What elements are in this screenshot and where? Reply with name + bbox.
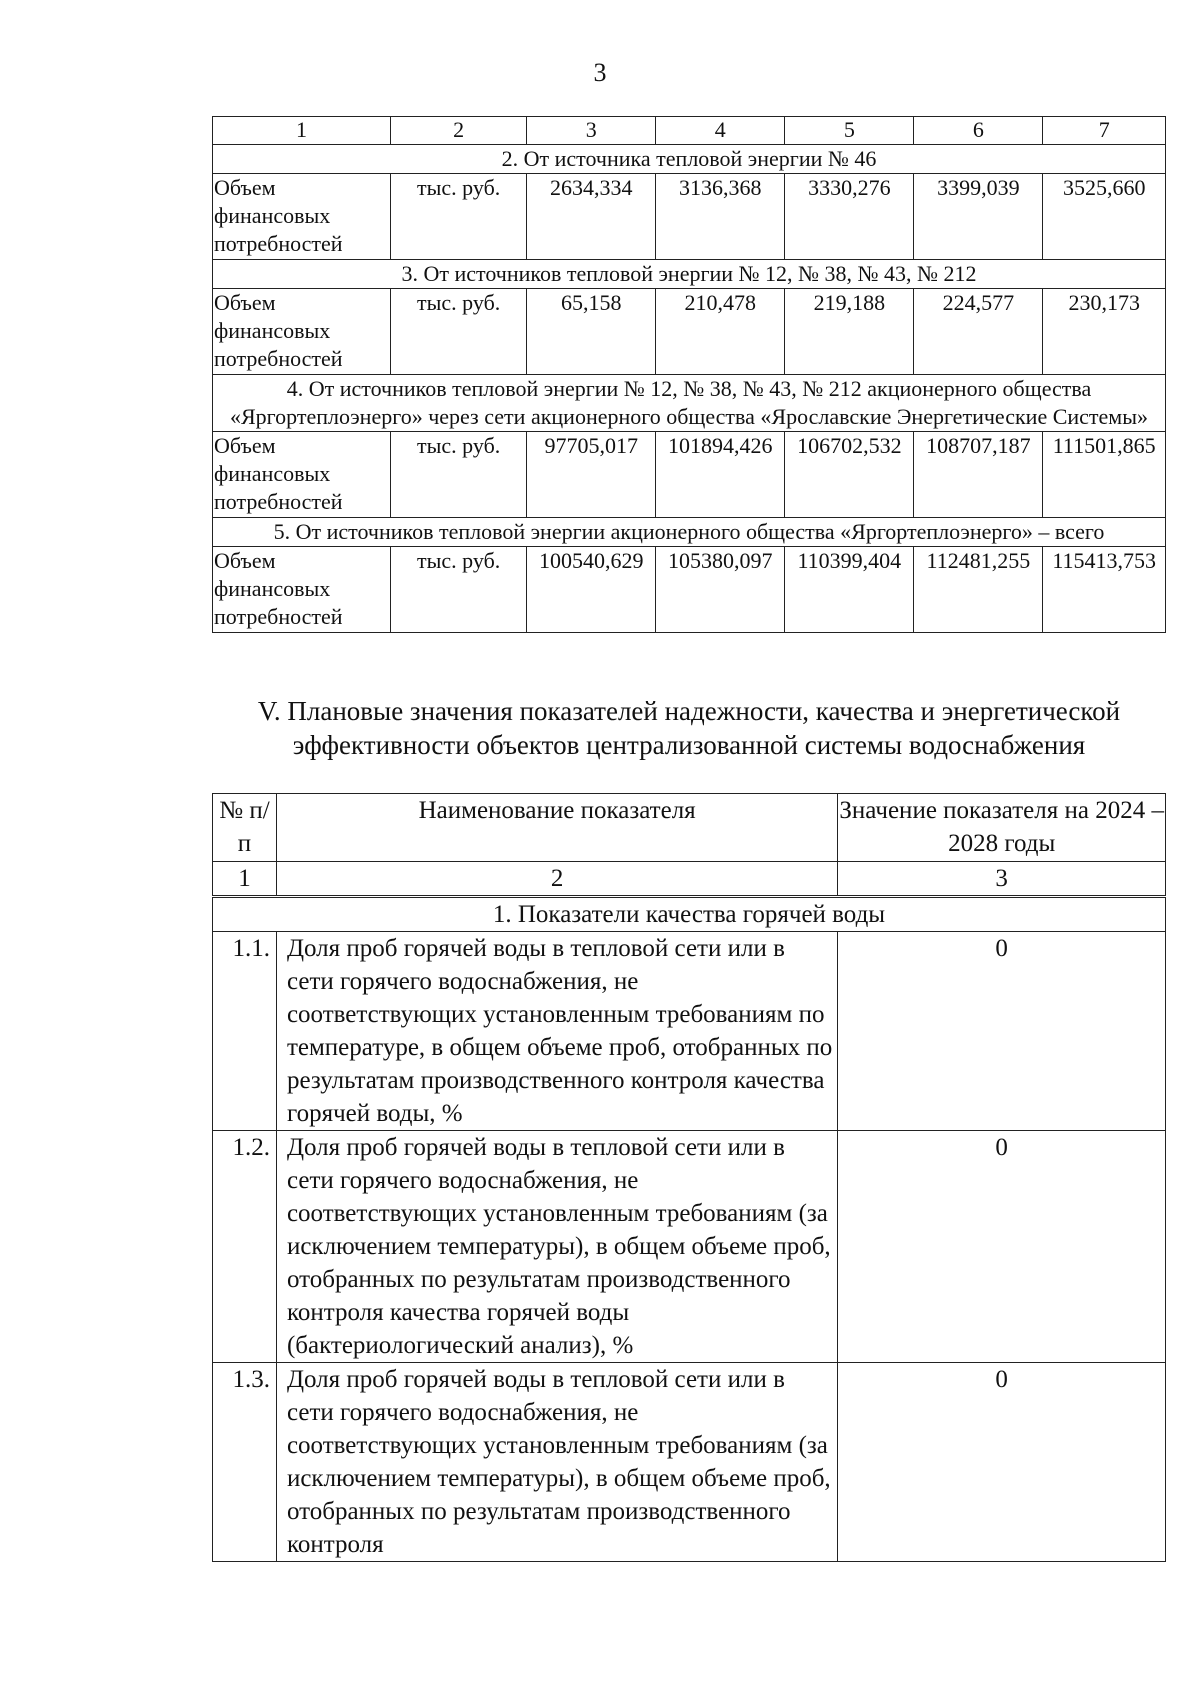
row-value: 219,188 [785,289,914,375]
row-number: 1.2. [213,1131,277,1363]
row-value: 230,173 [1043,289,1166,375]
row-unit: тыс. руб. [391,174,527,260]
table-header-row [213,117,1166,145]
group-title: 1. Показатели качества горячей воды [213,897,1166,932]
row-value: 97705,017 [527,432,656,518]
row-label: Объем финансовых потребностей [213,432,391,518]
section-title-row [213,145,1166,174]
column-header: Наименование показателя [276,794,837,862]
indicator-name: Доля проб горячей воды в тепловой сети или в сети горячего водоснабжения, не соответствующих установленным требованиям (за исключением температуры), в общем объеме проб, отобранных по результатам производственного контроля качества горячей воды (бактериологический анализ), % [276,1131,837,1363]
table-row [213,174,1166,260]
group-title-row [213,897,1166,932]
row-value: 3136,368 [656,174,785,260]
column-number: 2 [276,862,837,897]
table-row [213,289,1166,375]
column-header: Значение показателя на 2024 – 2028 годы [838,794,1166,862]
column-number: 5 [785,117,914,145]
row-label: Объем финансовых потребностей [213,289,391,375]
column-number: 1 [213,862,277,897]
indicator-name: Доля проб горячей воды в тепловой сети или в сети горячего водоснабжения, не соответствующих установленным требованиям по температуре, в общем объеме проб, отобранных по результатам производственного контроля качества горячей воды, % [276,932,837,1131]
row-unit: тыс. руб. [391,432,527,518]
row-label: Объем финансовых потребностей [213,547,391,633]
row-value: 112481,255 [914,547,1043,633]
row-value: 2634,334 [527,174,656,260]
section-title-row [213,375,1166,432]
row-value: 111501,865 [1043,432,1166,518]
section-title: 2. От источника тепловой энергии № 46 [213,145,1166,174]
indicators-table [212,793,1166,1562]
section-title-row [213,518,1166,547]
row-number: 1.3. [213,1363,277,1562]
row-value: 110399,404 [785,547,914,633]
column-number: 1 [213,117,391,145]
indicator-value: 0 [838,1363,1166,1562]
table-row [213,547,1166,633]
column-number: 7 [1043,117,1166,145]
section-title: 3. От источников тепловой энергии № 12, № 38, № 43, № 212 [213,260,1166,289]
row-value: 3330,276 [785,174,914,260]
row-value: 105380,097 [656,547,785,633]
section-heading: V. Плановые значения показателей надежности, качества и энергетической эффективности объектов централизованной системы водоснабжения [257,696,1121,760]
column-number: 3 [838,862,1166,897]
row-value: 100540,629 [527,547,656,633]
row-value: 106702,532 [785,432,914,518]
column-number: 3 [527,117,656,145]
row-number: 1.1. [213,932,277,1131]
row-unit: тыс. руб. [391,289,527,375]
row-value: 108707,187 [914,432,1043,518]
financial-needs-table [212,116,1166,633]
row-value: 3525,660 [1043,174,1166,260]
indicator-value: 0 [838,1131,1166,1363]
row-value: 3399,039 [914,174,1043,260]
row-value: 101894,426 [656,432,785,518]
table-row [213,932,1166,1131]
indicator-name: Доля проб горячей воды в тепловой сети или в сети горячего водоснабжения, не соответствующих установленным требованиям (за исключением температуры), в общем объеме проб, отобранных по результатам производственного контроля [276,1363,837,1562]
table-header-row [213,794,1166,862]
section-title-row [213,260,1166,289]
column-header: № п/п [213,794,277,862]
section-title: 4. От источников тепловой энергии № 12, № 38, № 43, № 212 акционерного общества «Яргортеплоэнерго» через сети акционерного общества «Ярославские Энергетические Системы» [213,375,1166,432]
table-row [213,432,1166,518]
column-number: 4 [656,117,785,145]
row-unit: тыс. руб. [391,547,527,633]
indicator-value: 0 [838,932,1166,1131]
column-number: 2 [391,117,527,145]
row-value: 115413,753 [1043,547,1166,633]
row-value: 210,478 [656,289,785,375]
row-value: 224,577 [914,289,1043,375]
column-number: 6 [914,117,1043,145]
row-label: Объем финансовых потребностей [213,174,391,260]
page-number: 3 [593,58,607,87]
section-title: 5. От источников тепловой энергии акционерного общества «Яргортеплоэнерго» – всего [213,518,1166,547]
table-row [213,1131,1166,1363]
table-row [213,1363,1166,1562]
row-value: 65,158 [527,289,656,375]
column-number-row [213,862,1166,897]
